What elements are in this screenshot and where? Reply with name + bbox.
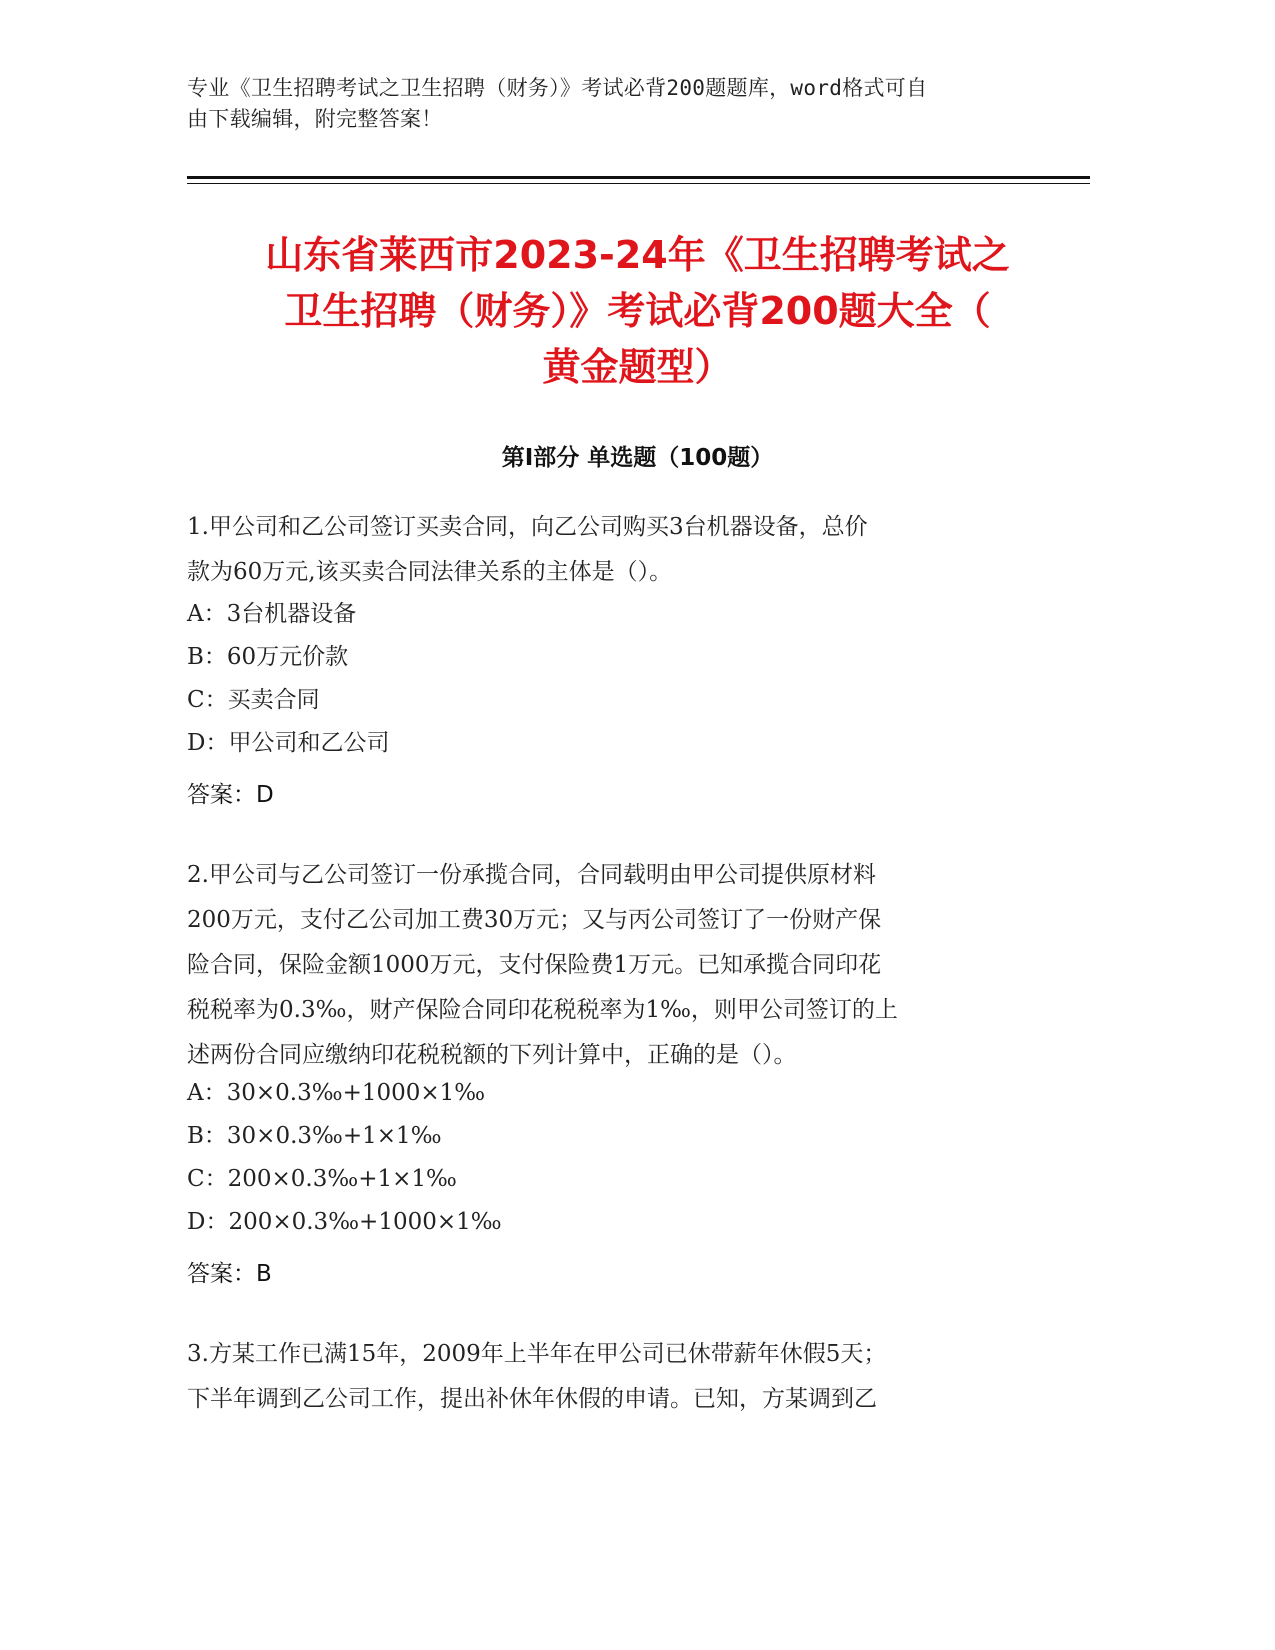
question-stem: [187, 505, 1067, 595]
stem-line: 1.甲公司和乙公司签订买卖合同，向乙公司购买3台机器设备，总价: [187, 514, 868, 540]
stem-line: 税税率为0.3‰，财产保险合同印花税税率为1‰，则甲公司签订的上: [187, 997, 898, 1023]
stem-line: 款为60万元,该买卖合同法律关系的主体是（）。: [187, 559, 673, 585]
intro-line: 专业《卫生招聘考试之卫生招聘（财务）》考试必背200题题库，word格式可自: [187, 76, 928, 100]
option-b: B：30×0.3‰+1×1‰: [187, 1123, 442, 1149]
stem-line: 述两份合同应缴纳印花税税额的下列计算中，正确的是（）。: [187, 1042, 797, 1068]
intro-line: 由下载编辑，附完整答案！: [187, 107, 443, 131]
option-d: D：甲公司和乙公司: [187, 730, 390, 756]
section-heading: 第I部分 单选题（100题）: [501, 445, 774, 471]
title-line: 山东省莱西市2023-24年《卫生招聘考试之: [265, 233, 1010, 277]
header-divider: [187, 176, 1090, 179]
option-c: C：200×0.3‰+1×1‰: [187, 1166, 457, 1192]
stem-line: 险合同，保险金额1000万元，支付保险费1万元。已知承揽合同印花: [187, 952, 882, 978]
stem-line: 2.甲公司与乙公司签订一份承揽合同，合同载明由甲公司提供原材料: [187, 862, 876, 888]
intro-text: [187, 73, 1077, 135]
header-divider-thin: [187, 183, 1090, 184]
option-a: A：30×0.3‰+1000×1‰: [187, 1080, 486, 1106]
stem-line: 200万元，支付乙公司加工费30万元；又与丙公司签订了一份财产保: [187, 907, 882, 933]
answer: 答案：B: [187, 1261, 272, 1287]
option-b: B：60万元价款: [187, 644, 349, 670]
answer: 答案：D: [187, 782, 274, 808]
stem-line: 下半年调到乙公司工作，提出补休年休假的申请。已知，方某调到乙: [187, 1386, 877, 1412]
stem-line: 3.方某工作已满15年，2009年上半年在甲公司已休带薪年休假5天；: [187, 1341, 887, 1367]
option-a: A：3台机器设备: [187, 601, 357, 627]
title-line: 卫生招聘（财务）》考试必背200题大全（: [284, 289, 991, 333]
question-stem: [187, 853, 1067, 1078]
question-stem: [187, 1332, 1067, 1422]
option-d: D：200×0.3‰+1000×1‰: [187, 1209, 502, 1235]
document-title: [160, 227, 1115, 395]
title-line: 黄金题型）: [542, 345, 733, 389]
option-c: C：买卖合同: [187, 687, 320, 713]
